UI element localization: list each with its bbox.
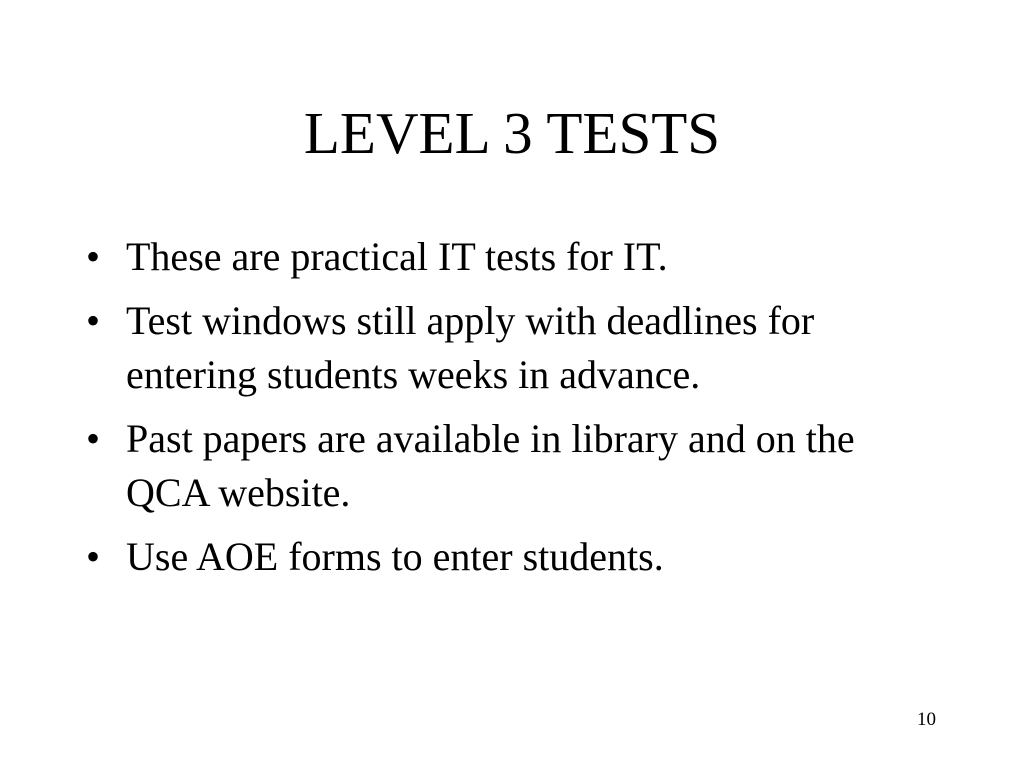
bullet-text: Test windows still apply with deadlines for entering students weeks in advance. bbox=[126, 298, 815, 397]
bullet-item bbox=[86, 294, 946, 402]
bullet-dot: • bbox=[86, 298, 101, 343]
slide-title: LEVEL 3 TESTS bbox=[303, 100, 721, 166]
bullet-item bbox=[86, 530, 946, 584]
bullet-dot: • bbox=[86, 534, 101, 579]
bullet-list bbox=[86, 230, 946, 594]
bullet-item bbox=[86, 412, 946, 520]
bullet-text: Use AOE forms to enter students. bbox=[126, 534, 664, 579]
bullet-text: These are practical IT tests for IT. bbox=[126, 234, 668, 279]
bullet-item bbox=[86, 230, 946, 284]
bullet-text: Past papers are available in library and on the QCA website. bbox=[126, 416, 855, 515]
slide-number: 10 bbox=[917, 709, 936, 730]
bullet-dot: • bbox=[86, 416, 101, 461]
bullet-dot: • bbox=[86, 234, 101, 279]
